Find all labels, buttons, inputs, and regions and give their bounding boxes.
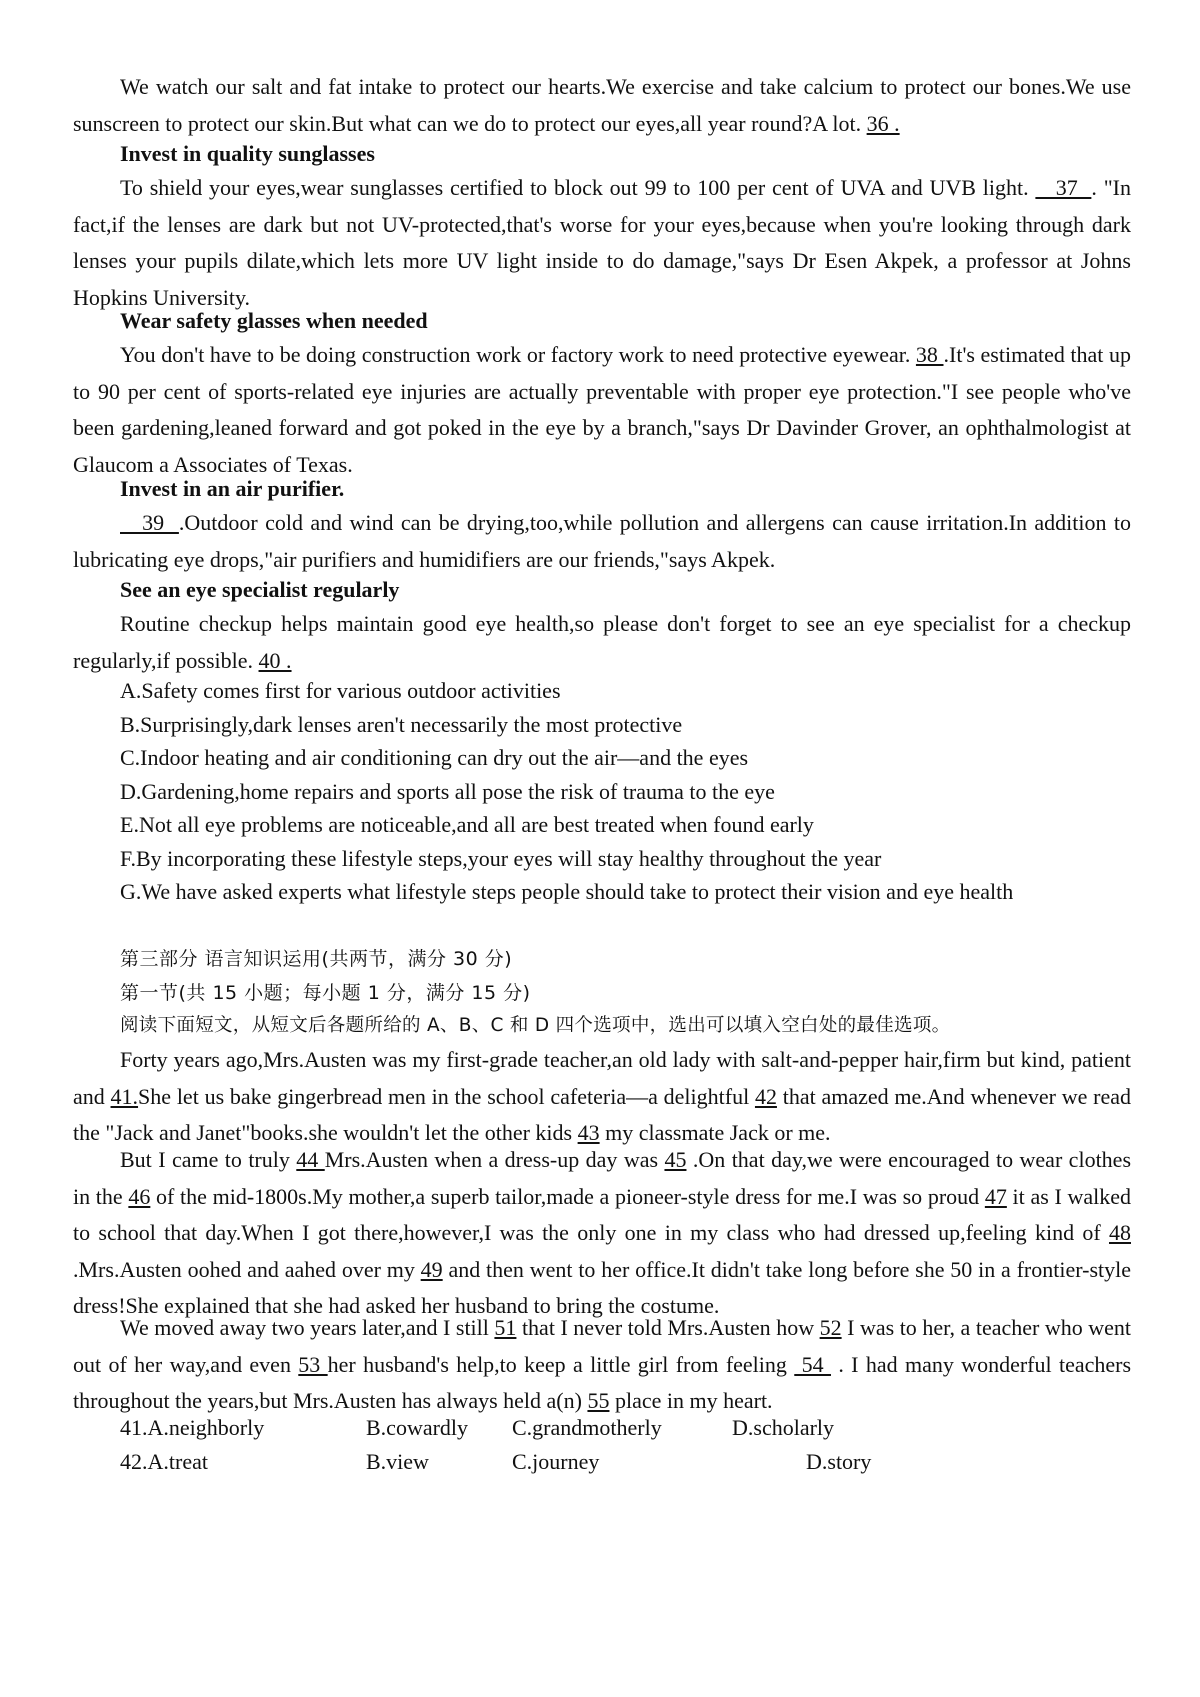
cloze-text: Mrs.Austen when a dress-up day was bbox=[324, 1147, 665, 1172]
cloze-text: that amazed me.And whenever we read the "Jack and Janet"books.she wouldn't let the other kids bbox=[73, 1083, 1132, 1145]
eye-specialist-paragraph: Routine checkup helps maintain good eye health,so please don't forget to see an eye specialist for a checkup regularly,if possible. 40 . bbox=[73, 611, 1131, 673]
cloze-text: I was to her, a teacher who went out of her way,and even bbox=[73, 1315, 1132, 1377]
part3-section: 第一节(共 15 小题；每小题 1 分，满分 15 分) bbox=[120, 982, 531, 1004]
cloze-blank: 55 bbox=[587, 1388, 610, 1413]
cloze-blank: 48 bbox=[1109, 1220, 1131, 1245]
cloze-blank: 47 bbox=[984, 1183, 1007, 1209]
sunglasses-paragraph: To shield your eyes,wear sunglasses certified to block out 99 to 100 per cent of UVA and UVB light. 37 . "In fact,if the lenses are dark but not UV-protected,that's worse for your eyes,because when you're looking through dark lenses your pupils dilate,which lets more UV light inside to do damage,"says Dr Esen Akpek, a professor at Johns Hopkins University. bbox=[73, 175, 1131, 310]
cloze-paragraph-3 bbox=[73, 1310, 1131, 1420]
option-a: A.Safety comes first for various outdoor activities bbox=[120, 678, 561, 703]
q41-option-b[interactable]: B.cowardly bbox=[366, 1415, 469, 1440]
part3-title: 第三部分 语言知识运用(共两节，满分 30 分) bbox=[120, 948, 513, 970]
q42-option-d[interactable]: D.story bbox=[806, 1449, 872, 1474]
q42-option-b[interactable]: B.view bbox=[366, 1449, 429, 1474]
cloze-text: place in my heart. bbox=[609, 1388, 773, 1413]
part3-instruction: 阅读下面短文，从短文后各题所给的 A、B、C 和 D 四个选项中，选出可以填入空白处的最佳选项。 bbox=[120, 1015, 951, 1036]
cloze-blank: 41. bbox=[110, 1083, 139, 1109]
q42-option-c[interactable]: C.journey bbox=[512, 1449, 600, 1474]
option-c: C.Indoor heating and air conditioning can dry out the air—and the eyes bbox=[120, 745, 749, 770]
heading-air-purifier: Invest in an air purifier. bbox=[120, 476, 345, 501]
cloze-text: my classmate Jack or me. bbox=[599, 1120, 831, 1145]
cloze-text: But I came to truly bbox=[120, 1147, 297, 1172]
cloze-blank: 53 bbox=[298, 1351, 328, 1377]
cloze-blank: 43 bbox=[577, 1120, 600, 1145]
option-g: G.We have asked experts what lifestyle steps people should take to protect their vision and eye health bbox=[120, 879, 1014, 904]
cloze-text: .Mrs.Austen oohed and aahed over my bbox=[73, 1256, 421, 1282]
heading-sunglasses: Invest in quality sunglasses bbox=[120, 141, 375, 166]
cloze-paragraph-1 bbox=[73, 1042, 1131, 1152]
cloze-text: of the mid-1800s.My mother,a superb tailor,made a pioneer-style dress for me.I was so proud bbox=[150, 1183, 985, 1209]
cloze-blank: 51 bbox=[494, 1315, 517, 1340]
heading-safety-glasses: Wear safety glasses when needed bbox=[120, 308, 428, 333]
blank-36: 36 . bbox=[866, 110, 900, 136]
cloze-blank: 44 bbox=[296, 1147, 325, 1172]
cloze-blank: 49 bbox=[420, 1256, 443, 1282]
q41-option-c[interactable]: C.grandmotherly bbox=[512, 1415, 662, 1440]
q41-option-a[interactable]: 41.A.neighborly bbox=[120, 1415, 265, 1440]
q42-option-a[interactable]: 42.A.treat bbox=[120, 1449, 208, 1474]
safety-glasses-paragraph: You don't have to be doing construction work or factory work to need protective eyewear. 38 .It's estimated that up to 90 per cent of sports-related eye injuries are actually preventable with proper eye protection."I see people who've been gardening,leaned forward and got poked in the eye by a branch,"says Dr Davinder Grover, an ophthalmologist at Glaucom a Associates of Texas. bbox=[73, 342, 1131, 477]
cloze-paragraph-2 bbox=[73, 1142, 1131, 1325]
blank-40: 40 . bbox=[258, 647, 292, 673]
q41-option-d[interactable]: D.scholarly bbox=[732, 1415, 835, 1440]
cloze-text: .On that day,we were encouraged to wear clothes in the bbox=[73, 1147, 1132, 1209]
cloze-blank: 45 bbox=[664, 1147, 687, 1172]
option-f: F.By incorporating these lifestyle steps,your eyes will stay healthy throughout the year bbox=[120, 846, 882, 871]
intro-paragraph: We watch our salt and fat intake to protect our hearts.We exercise and take calcium to protect our bones.We use sunscreen to protect our skin.But what can we do to protect our eyes,all year round?A lot. 36 . bbox=[73, 74, 1131, 136]
option-d: D.Gardening,home repairs and sports all pose the risk of trauma to the eye bbox=[120, 779, 775, 804]
option-e: E.Not all eye problems are noticeable,and all are best treated when found early bbox=[120, 812, 814, 837]
cloze-text: and then went to her office.It didn't take long before she 50 in a frontier-style dress!She explained that she had asked her husband to bring the costume. bbox=[73, 1256, 1131, 1318]
cloze-text: We moved away two years later,and I still bbox=[120, 1315, 495, 1340]
cloze-text: it as I walked to school that day.When I got there,however,I was the only one in my class who had dressed up,feeling kind of bbox=[73, 1183, 1131, 1245]
cloze-blank: 46 bbox=[128, 1183, 151, 1209]
cloze-text: her husband's help,to keep a little girl from feeling bbox=[327, 1351, 795, 1377]
cloze-blank: 54 bbox=[794, 1351, 831, 1377]
blank-37: 37 bbox=[1035, 175, 1092, 200]
heading-eye-specialist: See an eye specialist regularly bbox=[120, 577, 400, 602]
cloze-text: . I had many wonderful teachers throughout the years,but Mrs.Austen has always held a(n) bbox=[73, 1351, 1132, 1413]
air-purifier-paragraph: 39 .Outdoor cold and wind can be drying,too,while pollution and allergens can cause irritation.In addition to lubricating eye drops,"air purifiers and humidifiers are our friends,"says Akpek. bbox=[73, 510, 1131, 572]
option-b: B.Surprisingly,dark lenses aren't necessarily the most protective bbox=[120, 712, 683, 737]
cloze-text: She let us bake gingerbread men in the school cafeteria—a delightful bbox=[138, 1083, 755, 1109]
cloze-blank: 52 bbox=[819, 1315, 842, 1340]
blank-38: 38 bbox=[915, 342, 944, 367]
blank-39: 39 bbox=[120, 510, 179, 535]
cloze-blank: 42 bbox=[754, 1083, 777, 1109]
cloze-text: that I never told Mrs.Austen how bbox=[516, 1315, 820, 1340]
cloze-text: Forty years ago,Mrs.Austen was my first-grade teacher,an old lady with salt-and-pepper hair,firm but kind, patient and bbox=[73, 1047, 1131, 1109]
